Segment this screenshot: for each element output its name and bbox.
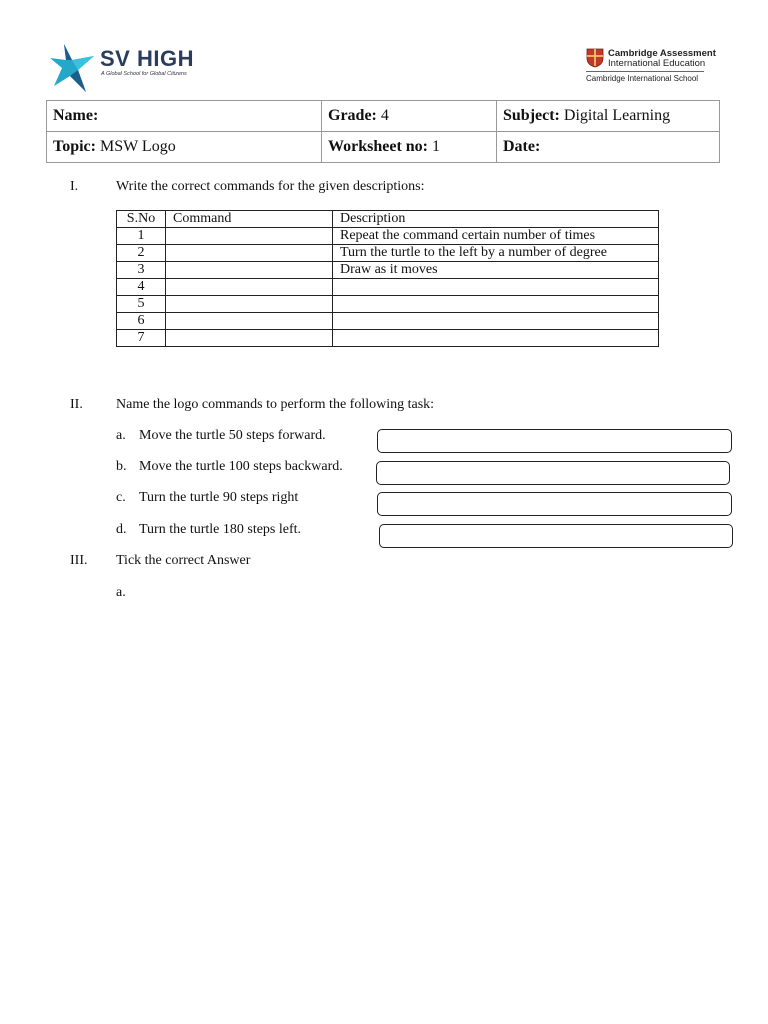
- school-name: SV HIGH: [100, 46, 194, 71]
- subject-value: Digital Learning: [563, 107, 671, 124]
- board-logo-divider: [586, 71, 704, 72]
- column-header-description: Description: [333, 211, 659, 228]
- grade-value: 4: [380, 107, 389, 124]
- row-sno: 3: [117, 262, 166, 279]
- task-b-text: Move the turtle 100 steps backward.: [139, 459, 343, 474]
- task-a-answer-box[interactable]: [377, 429, 732, 453]
- board-logo: [586, 48, 716, 88]
- table-row: [117, 330, 659, 347]
- table-row: [117, 313, 659, 330]
- school-tagline: A Global School for Global Citizens: [101, 71, 187, 77]
- row-command-cell[interactable]: [166, 262, 333, 279]
- section-2-number: II.: [70, 397, 83, 412]
- row-description[interactable]: [333, 279, 659, 296]
- row-command-cell[interactable]: [166, 245, 333, 262]
- name-label: Name:: [53, 107, 99, 124]
- row-description: Draw as it moves: [333, 262, 659, 279]
- row-description[interactable]: [333, 296, 659, 313]
- task-d-text: Turn the turtle 180 steps left.: [139, 522, 302, 537]
- row-sno: 6: [117, 313, 166, 330]
- table-row: [117, 296, 659, 313]
- name-cell[interactable]: [47, 101, 322, 132]
- row-command-cell[interactable]: [166, 313, 333, 330]
- task-c-text: Turn the turtle 90 steps right: [139, 490, 299, 505]
- task-b-answer-box[interactable]: [376, 461, 730, 485]
- worksheet-label: Worksheet no:: [328, 138, 428, 155]
- task-a-letter: a.: [116, 428, 126, 443]
- row-sno: 1: [117, 228, 166, 245]
- task-d-answer-box[interactable]: [379, 524, 733, 548]
- row-command-cell[interactable]: [166, 296, 333, 313]
- subject-label: Subject:: [503, 107, 560, 124]
- board-logo-line2: International Education: [608, 58, 706, 69]
- student-info-table: [46, 100, 720, 163]
- row-description: Repeat the command certain number of times: [333, 228, 659, 245]
- section-3-instruction: Tick the correct Answer: [116, 553, 251, 568]
- row-command-cell[interactable]: [166, 279, 333, 296]
- date-cell[interactable]: [497, 132, 720, 163]
- topic-cell: [47, 132, 322, 163]
- school-logo: [50, 40, 200, 95]
- table-row: [117, 228, 659, 245]
- row-sno: 7: [117, 330, 166, 347]
- board-logo-line1: Cambridge Assessment: [608, 48, 716, 59]
- row-sno: 4: [117, 279, 166, 296]
- section-3-item-a: a.: [116, 585, 126, 600]
- column-header-sno: S.No: [117, 211, 166, 228]
- section-2-instruction: Name the logo commands to perform the following task:: [116, 397, 435, 412]
- info-row: [47, 101, 720, 132]
- table-row: [117, 262, 659, 279]
- topic-label: Topic:: [53, 138, 96, 155]
- section-3-number: III.: [70, 553, 88, 568]
- grade-label: Grade:: [328, 107, 377, 124]
- task-a-text: Move the turtle 50 steps forward.: [139, 428, 326, 443]
- board-logo-line3: Cambridge International School: [586, 74, 699, 83]
- topic-value: MSW Logo: [99, 138, 176, 155]
- task-c-letter: c.: [116, 490, 126, 505]
- info-row: [47, 132, 720, 163]
- row-description: Turn the turtle to the left by a number of degree: [333, 245, 659, 262]
- column-header-command: Command: [166, 211, 333, 228]
- worksheet-value: 1: [432, 138, 440, 155]
- table-row: [117, 279, 659, 296]
- section-1-number: I.: [70, 179, 79, 194]
- table-row: [117, 245, 659, 262]
- subject-cell: [497, 101, 720, 132]
- worksheet-cell: [322, 132, 497, 163]
- star-logo-icon: [50, 42, 98, 94]
- row-sno: 5: [117, 296, 166, 313]
- grade-cell: [322, 101, 497, 132]
- date-label: Date:: [503, 138, 541, 155]
- row-command-cell[interactable]: [166, 330, 333, 347]
- shield-crest-icon: [586, 48, 604, 68]
- task-c-answer-box[interactable]: [377, 492, 732, 516]
- row-sno: 2: [117, 245, 166, 262]
- row-description[interactable]: [333, 330, 659, 347]
- commands-table: [116, 210, 659, 347]
- table-header-row: [117, 211, 659, 228]
- row-command-cell[interactable]: [166, 228, 333, 245]
- section-1-instruction: Write the correct commands for the given descriptions:: [116, 179, 425, 194]
- task-b-letter: b.: [116, 459, 127, 474]
- task-d-letter: d.: [116, 522, 127, 537]
- row-description[interactable]: [333, 313, 659, 330]
